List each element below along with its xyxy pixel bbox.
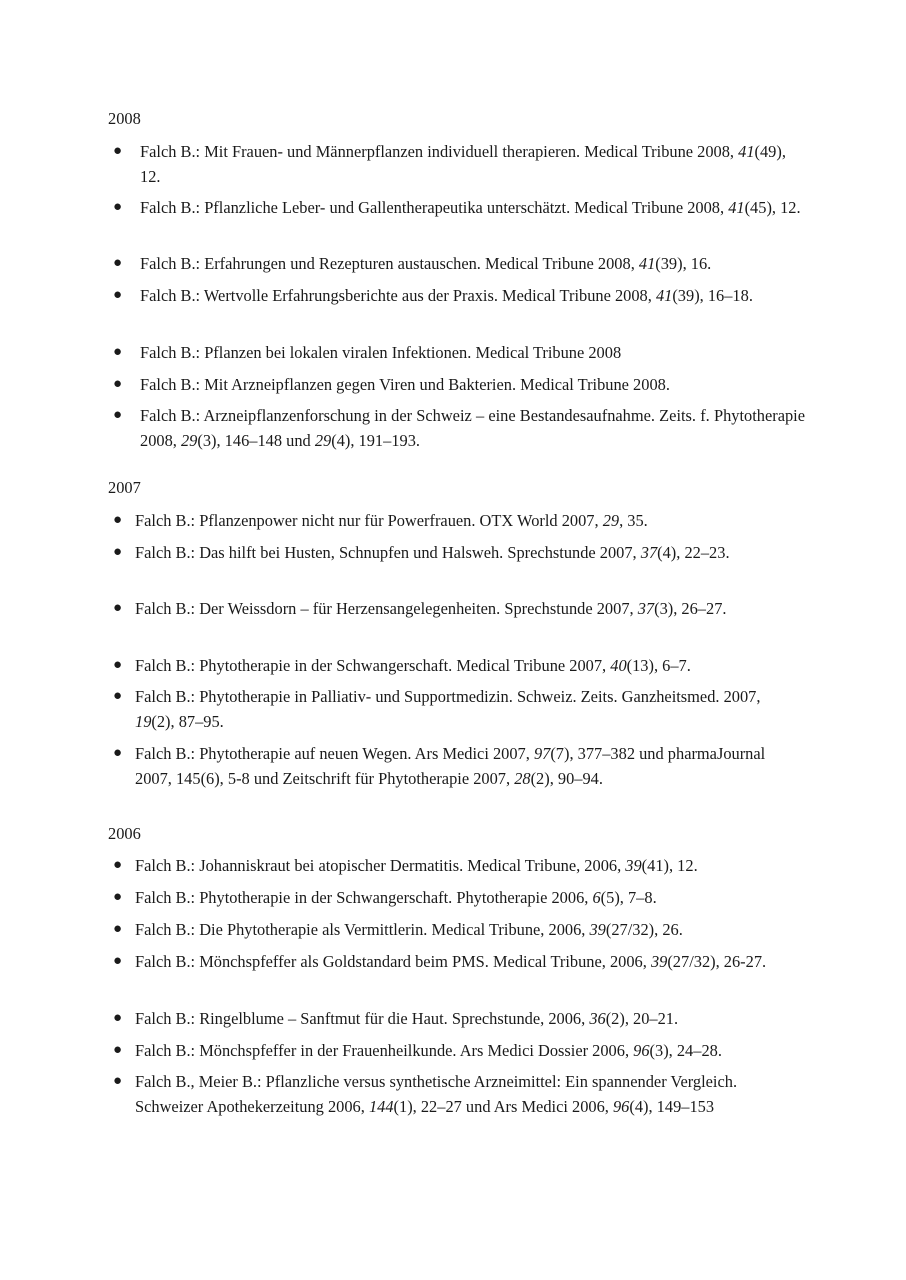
bullet-icon: ● [113, 1010, 123, 1026]
list-item: ● Falch B., Meier B.: Pflanzliche versus synthetische Arzneimittel: Ein spannender Vergleich. Schweizer Apothekerzeitung 2006, 144(1), 22–27 und Ars Medici 2006, 96(4), 149–153 [135, 1069, 800, 1119]
bullet-icon: ● [113, 1042, 123, 1058]
list-item: ● Falch B.: Phytotherapie in Palliativ- und Supportmedizin. Schweiz. Zeits. Ganzheitsmed. 2007, 19(2), 87–95. [135, 684, 800, 734]
bullet-icon: ● [113, 1073, 123, 1089]
bullet-icon: ● [113, 143, 123, 159]
list-item: ● Falch B.: Die Phytotherapie als Vermittlerin. Medical Tribune, 2006, 39(27/32), 26. [135, 917, 800, 942]
list-item: ● Falch B.: Wertvolle Erfahrungsberichte aus der Praxis. Medical Tribune 2008, 41(39), 16–18. [140, 283, 805, 308]
bullet-icon: ● [113, 407, 123, 423]
list-item: ● Falch B.: Mit Frauen- und Männerpflanzen individuell therapieren. Medical Tribune 2008, 41(49), 12. [140, 139, 805, 189]
list-item: ● Falch B.: Das hilft bei Husten, Schnupfen und Halsweh. Sprechstunde 2007, 37(4), 22–23. [135, 540, 800, 565]
bullet-icon: ● [113, 544, 123, 560]
year-heading: 2006 [108, 824, 141, 843]
list-item: ● Falch B.: Johanniskraut bei atopischer Dermatitis. Medical Tribune, 2006, 39(41), 12. [135, 853, 800, 878]
bullet-icon: ● [113, 376, 123, 392]
bullet-icon: ● [113, 921, 123, 937]
bullet-icon: ● [113, 953, 123, 969]
year-heading: 2008 [108, 109, 141, 128]
list-item: ● Falch B.: Arzneipflanzenforschung in der Schweiz – eine Bestandesaufnahme. Zeits. f. Phytotherapie 2008, 29(3), 146–148 und 29(4), 191–193. [140, 403, 805, 453]
list-item: ● Falch B.: Pflanzen bei lokalen viralen Infektionen. Medical Tribune 2008 [140, 340, 805, 365]
bullet-icon: ● [113, 889, 123, 905]
year-heading: 2007 [108, 478, 141, 497]
list-item: ● Falch B.: Pflanzliche Leber- und Gallentherapeutika unterschätzt. Medical Tribune 2008, 41(45), 12. [140, 195, 805, 220]
list-item: ● Falch B.: Der Weissdorn – für Herzensangelegenheiten. Sprechstunde 2007, 37(3), 26–27. [135, 596, 800, 621]
list-item: ● Falch B.: Mönchspfeffer als Goldstandard beim PMS. Medical Tribune, 2006, 39(27/32), 26-27. [135, 949, 800, 974]
list-item: ● Falch B.: Ringelblume – Sanftmut für die Haut. Sprechstunde, 2006, 36(2), 20–21. [135, 1006, 800, 1031]
list-item: ● Falch B.: Phytotherapie auf neuen Wegen. Ars Medici 2007, 97(7), 377–382 und pharmaJournal 2007, 145(6), 5-8 und Zeitschrift für Phytotherapie 2007, 28(2), 90–94. [135, 741, 800, 791]
list-item: ● Falch B.: Erfahrungen und Rezepturen austauschen. Medical Tribune 2008, 41(39), 16. [140, 251, 805, 276]
bullet-icon: ● [113, 657, 123, 673]
bullet-icon: ● [113, 512, 123, 528]
bullet-icon: ● [113, 199, 123, 215]
list-item: ● Falch B.: Mönchspfeffer in der Frauenheilkunde. Ars Medici Dossier 2006, 96(3), 24–28. [135, 1038, 800, 1063]
bullet-icon: ● [113, 255, 123, 271]
bullet-icon: ● [113, 287, 123, 303]
list-item: ● Falch B.: Phytotherapie in der Schwangerschaft. Medical Tribune 2007, 40(13), 6–7. [135, 653, 800, 678]
bullet-icon: ● [113, 600, 123, 616]
bullet-icon: ● [113, 857, 123, 873]
list-item: ● Falch B.: Pflanzenpower nicht nur für Powerfrauen. OTX World 2007, 29, 35. [135, 508, 800, 533]
list-item: ● Falch B.: Mit Arzneipflanzen gegen Viren und Bakterien. Medical Tribune 2008. [140, 372, 805, 397]
bullet-icon: ● [113, 344, 123, 360]
bullet-icon: ● [113, 688, 123, 704]
list-item: ● Falch B.: Phytotherapie in der Schwangerschaft. Phytotherapie 2006, 6(5), 7–8. [135, 885, 800, 910]
bullet-icon: ● [113, 745, 123, 761]
